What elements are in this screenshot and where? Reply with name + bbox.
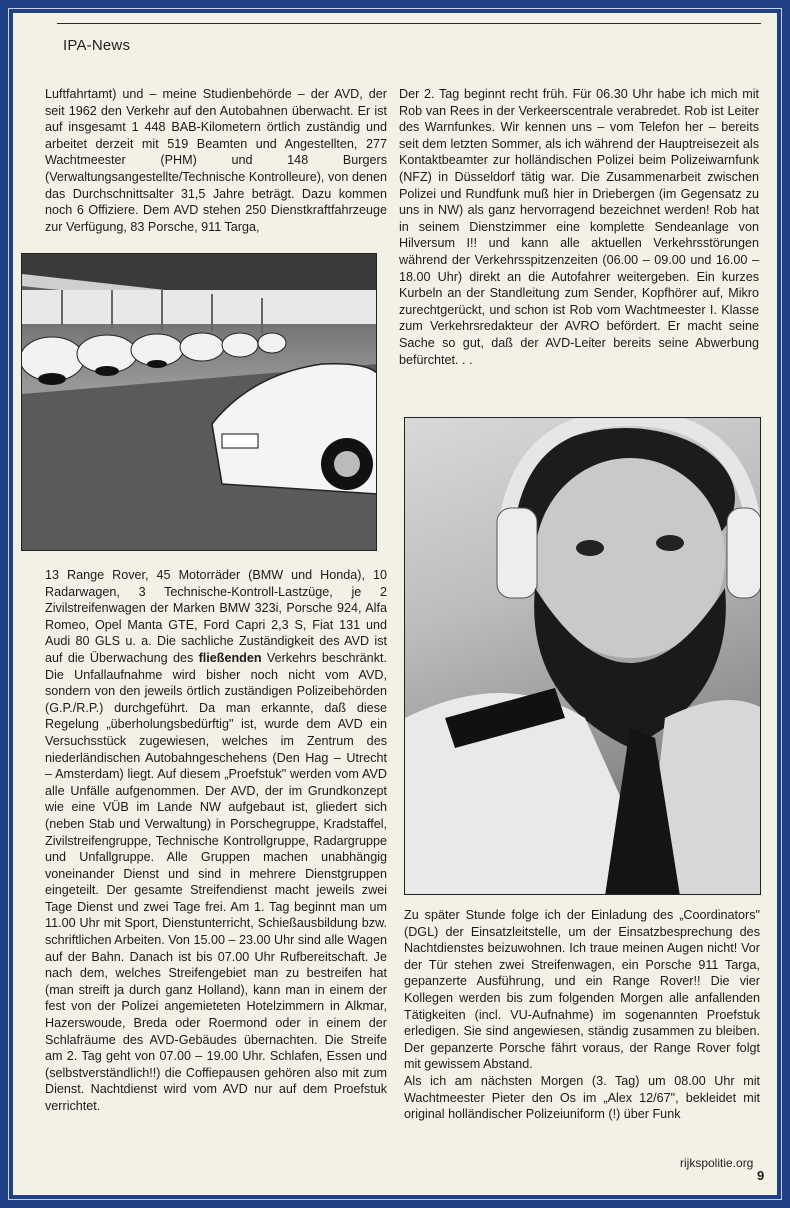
portrait-headphones-photo: [404, 417, 761, 895]
header-rule: [57, 23, 761, 24]
left-column-bottom: [45, 567, 387, 1115]
page-header: IPA-News: [63, 37, 131, 54]
emphasis-text: fließenden: [198, 650, 262, 665]
source-watermark: rijkspolitie.org: [680, 1156, 754, 1170]
paragraph: Der 2. Tag beginnt recht früh. Für 06.30 Uhr habe ich mich mit Rob van Rees in der Verkeerscentrale verabredet. Rob ist Leiter des Warnfunkes. Wir kennen uns – vom Telefon her – bereits seit dem letzten Sommer, als ich während der Hauptreisezeit als Kontaktbeamter zur holländischen Polizei beim Polizeiwarnfunk (NFZ) in Düsseldorf tätig war. Die Zusammenarbeit zwischen Polizei und Rundfunk muß hier in Driebergen (im Gegensatz zu uns in NW) als ganz hervorragend bezeichnet werden! Rob hat in seinem Dienstzimmer eine komplette Sendeanlage von Hilversum I!! und kann alle aktuellen Verkehrsstörungen während der Verkehrsspitzenzeiten (06.00 – 09.00 und 16.00 – 18.00 Uhr) direkt an die Autofahrer weitergeben. Ein kurzes Kurbeln an der Standleitung zum Sender, Kopfhörer auf, Mikro zurechtgerückt, und schon ist Rob vom Wachtmeester I. Klasse zum Verkehrsredakteur der AVRO befördert. Er macht seine Sache so gut, daß der AVD-Leiter bereits seine Abwerbung befürchtet. . .: [399, 87, 759, 367]
text-span: Verkehrs beschränkt. Die Unfallaufnahme wird bisher noch nicht vom AVD, sondern von den jeweils örtlich zuständigen Polizeibehörden (G.P./R.P.) durchgeführt. Da man erkannte, daß diese Regelung „überholungsbedürftig" ist, wurde dem AVD ein Versuchsstück zugewiesen, welches im Zentrum des niederländischen Autobahngeschehens (Den Hag – Utrecht – Amsterdam) liegt. Auf diesem „Proefstuk" werden vom AVD alle Unfälle aufgenommen. Der AVD, der im Grundkonzept wie eine VÜB im Lande NW aufgebaut ist, gliedert sich (neben Stab und Verwaltung) in Porschegruppe, Kradstaffel, Zivilstreifengruppe, Technische Kontrollgruppe, Radargruppe und Unfallgruppe. Alle Gruppen machen unabhängig voneinander Dienst und sind in mehrere Dienstgruppen eingeteilt. Der gesamte Streifendienst macht jeweils zwei Tage Dienst und zwei Tage frei. Am 1. Tag beginnt man um 11.00 Uhr mit Sport, Dienstunterricht, Schießausbildung bzw. schriftlichen Arbeiten. Von 15.00 – 23.00 Uhr sind alle Wagen auf der Bahn. Danach ist bis 07.00 Uhr Rufbereitschaft. Je nach dem, welches Streifengebiet man zu bestreifen hat (man streift ja durch ganz Holland), kann man in einem der fest von der Polizei angemieteten Hotelzimmern in Alkmar, Hazerswoude, Breda oder Roermond oder in einem der Schlafräume des AVD-Gebäudes übernachten. Die Streife am 2. Tag geht von 07.00 – 19.00 Uhr. Schlafen, Essen und (selbstverständlich!!) die Coffiepausen gehören also mit zum Dienst. Nachtdienst wird vom AVD nur auf dem Proefstuk verrichtet.: [45, 650, 387, 1113]
page-number: 9: [757, 1168, 765, 1183]
paragraph: Zu später Stunde folge ich der Einladung des „Coordinators" (DGL) der Einsatzleitstelle, um der Einsatzbesprechung des Nachtdienstes beizuwohnen. Ich traue meinen Augen nicht! Vor der Tür stehen zwei Streifenwagen, ein Porsche 911 Targa, gepanzerte Ausführung, und ein Range Rover!! Die vier Kollegen werden bis zum folgenden Morgen alle anfallenden Tätigkeiten (incl. VU-Aufnahme) im sogenannten Proefstuk erledigen. Sie sind angewiesen, ständig zusammen zu bleiben. Der gepanzerte Porsche fährt voraus, der Range Rover folgt mit gewissem Abstand.: [404, 908, 760, 1072]
magazine-page: [13, 13, 777, 1195]
right-column-bottom: [404, 907, 760, 1123]
right-column-top: [399, 86, 759, 368]
paragraph: Luftfahrtamt) und – meine Studienbehörde – der AVD, der seit 1962 den Verkehr auf den Autobahnen überwacht. Er ist auf insgesamt 1 448 BAB-Kilometern örtlich zuständig und arbeitet derzeit mit 519 Beamten und Angestellten, 277 Wachtmeester (PHM) und 148 Burgers (Verwaltungsangestellte/Technische Kontrolleure), von denen das Durchschnittsalter 31,5 Jahre beträgt. Dazu kommen noch 6 Offiziere. Dem AVD stehen 250 Dienstkraftfahrzeuge zur Verfügung, 83 Porsche, 911 Targa,: [45, 87, 387, 234]
paragraph: Als ich am nächsten Morgen (3. Tag) um 08.00 Uhr mit Wachtmeester Pieter den Os im „Alex 12/67", bekleidet mit original holländischer Polizeiuniform (!) über Funk: [404, 1073, 760, 1122]
garage-porsche-photo: [21, 253, 377, 551]
paragraph: [45, 567, 387, 1115]
left-column-top: [45, 86, 387, 235]
text-span: 13 Range Rover, 45 Motorräder (BMW und Honda), 10 Radarwagen, 3 Technische-Kontroll-Lastzüge, je 2 Zivilstreifenwagen der Marken BMW 323i, Porsche 924, Alfa Romeo, Opel Manta GTE, Ford Capri 2,3 S, Fiat 131 und Audi 80 GLS u. a. Die sachliche Zuständigkeit des AVD ist auf die Überwachung des: [45, 568, 387, 665]
